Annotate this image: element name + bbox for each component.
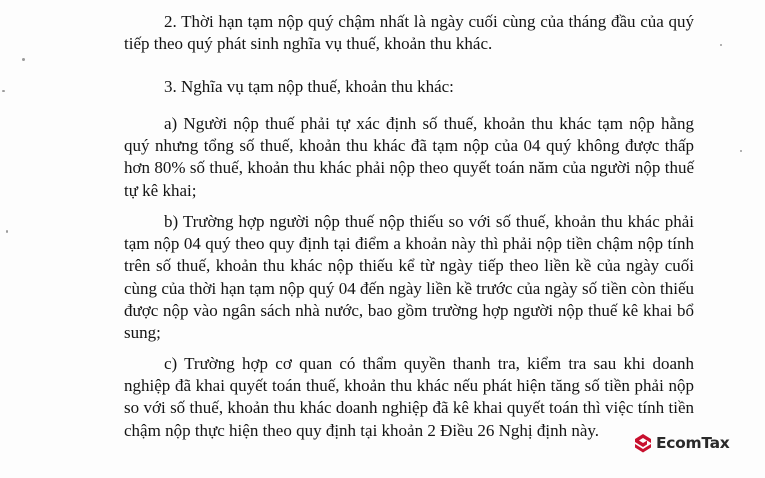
paragraph-3-heading: 3. Nghĩa vụ tạm nộp thuế, khoản thu khác: [164, 77, 454, 96]
scan-speck [22, 58, 25, 61]
scan-speck [2, 90, 5, 92]
scan-speck [6, 230, 8, 233]
paragraph-2-deadline: 2. Thời hạn tạm nộp quý chậm nhất là ngày cuối cùng của tháng đầu của quý tiếp theo quý phát sinh nghĩa vụ thuế, khoản thu khác. [124, 12, 694, 54]
paragraph-3c: c) Trường hợp cơ quan có thẩm quyền thanh tra, kiểm tra sau khi doanh nghiệp đã khai quyết toán thuế, khoản thu khác nếu phát hiện tăng số tiền phải nộp so với số thuế, khoản thu khác doanh nghiệp đã kê khai quyết toán thì việc tính tiền chậm nộp thực hiện theo quy định tại khoản 2 Điều 26 Nghị định này. [124, 354, 694, 440]
paragraph-3b: b) Trường hợp người nộp thuế nộp thiếu so với số thuế, khoản thu khác phải tạm nộp 04 quý theo quy định tại điểm a khoản này thì phải nộp tiền chậm nộp tính trên số thuế, khoản thu khác nộp thiếu kể từ ngày tiếp theo liền kề của ngày cuối cùng của thời hạn tạm nộp quý 04 đến ngày liền kề trước của ngày số tiền còn thiếu được nộp vào ngân sách nhà nước, bao gồm trường hợp người nộp thuế kê khai bổ sung; [124, 212, 694, 343]
ecomtax-watermark [633, 432, 730, 454]
paragraph-3a: a) Người nộp thuế phải tự xác định số thuế, khoản thu khác tạm nộp hằng quý nhưng tổng số thuế, khoản thu khác đã tạm nộp của 04 quý không được thấp hơn 80% số thuế, khoản thu khác phải nộp theo quyết toán năm của người nộp thuế tự kê khai; [124, 114, 694, 200]
ecomtax-logo-icon [633, 433, 653, 453]
scan-speck [740, 150, 742, 152]
watermark-text: EcomTax [656, 434, 730, 452]
scan-speck [720, 44, 722, 46]
